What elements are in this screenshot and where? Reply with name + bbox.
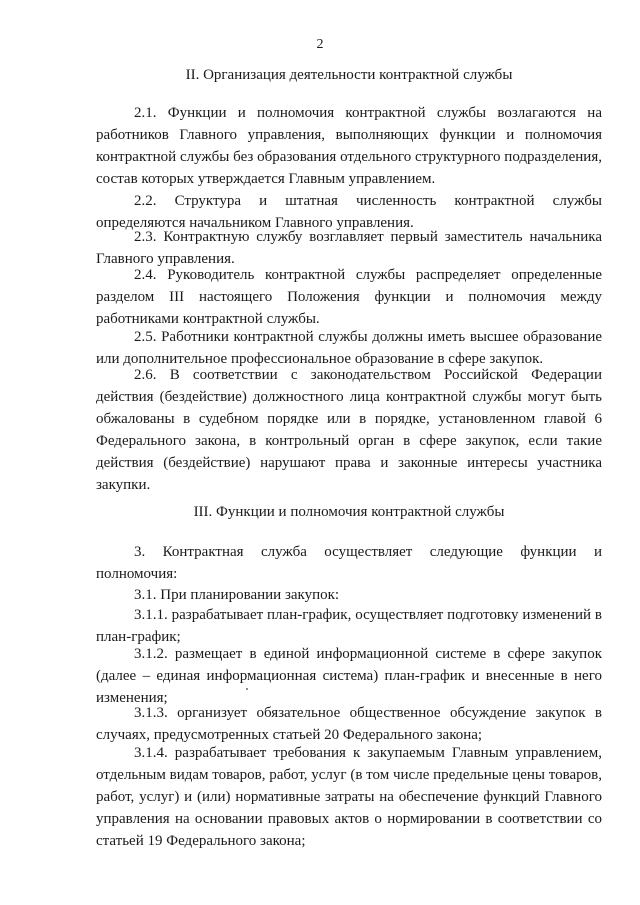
- section-2-title: II. Организация деятельности контрактной службы: [185, 67, 513, 83]
- paragraph-3-1: 3.1. При планировании закупок:: [134, 587, 340, 603]
- scan-speck: [246, 688, 248, 690]
- page-number: 2: [316, 37, 324, 52]
- paragraph-2-1: 2.1. Функции и полномочия контрактной службы возлагаются на работников Главного управления, выполняющих функции и полномочия контрактной службы без образования отдельного структурного подразделения, состав которых утверждается Главным управлением.: [96, 105, 602, 187]
- paragraph-2-5: 2.5. Работники контрактной службы должны иметь высшее образование или дополнительное профессиональное образование в сфере закупок.: [96, 329, 602, 367]
- paragraph-3-1-1: 3.1.1. разрабатывает план-график, осуществляет подготовку изменений в план-график;: [96, 607, 602, 645]
- paragraph-2-2: 2.2. Структура и штатная численность контрактной службы определяются начальником Главного управления.: [96, 193, 602, 231]
- paragraph-3: 3. Контрактная служба осуществляет следующие функции и полномочия:: [96, 544, 602, 582]
- paragraph-2-4: 2.4. Руководитель контрактной службы распределяет определенные разделом III настоящего Положения функции и полномочия между работниками контрактной службы.: [96, 267, 602, 327]
- paragraph-3-1-4: 3.1.4. разрабатывает требования к закупаемым Главным управлением, отдельным видам товаров, работ, услуг (в том числе предельные цены товаров, работ, услуг) и (или) нормативные затраты на обеспечение функций Главного управления на основании правовых актов о нормировании в соответствии со статьей 19 Федерального закона;: [96, 745, 602, 849]
- paragraph-3-1-3: 3.1.3. организует обязательное общественное обсуждение закупок в случаях, предусмотренных статьей 20 Федерального закона;: [96, 705, 602, 743]
- paragraph-2-6: 2.6. В соответствии с законодательством Российской Федерации действия (бездействие) должностного лица контрактной службы могут быть обжалованы в судебном порядке или в порядке, установленном главой 6 Федерального закона, в контрольный орган в сфере закупок, если такие действия (бездействие) нарушают права и законные интересы участника закупки.: [96, 367, 602, 493]
- paragraph-2-3: 2.3. Контрактную службу возглавляет первый заместитель начальника Главного управления.: [96, 229, 602, 267]
- paragraph-3-1-2: 3.1.2. размещает в единой информационной системе в сфере закупок (далее – единая информационная система) план-график и внесенные в него изменения;: [96, 646, 602, 706]
- section-3-title: III. Функции и полномочия контрактной службы: [193, 504, 505, 520]
